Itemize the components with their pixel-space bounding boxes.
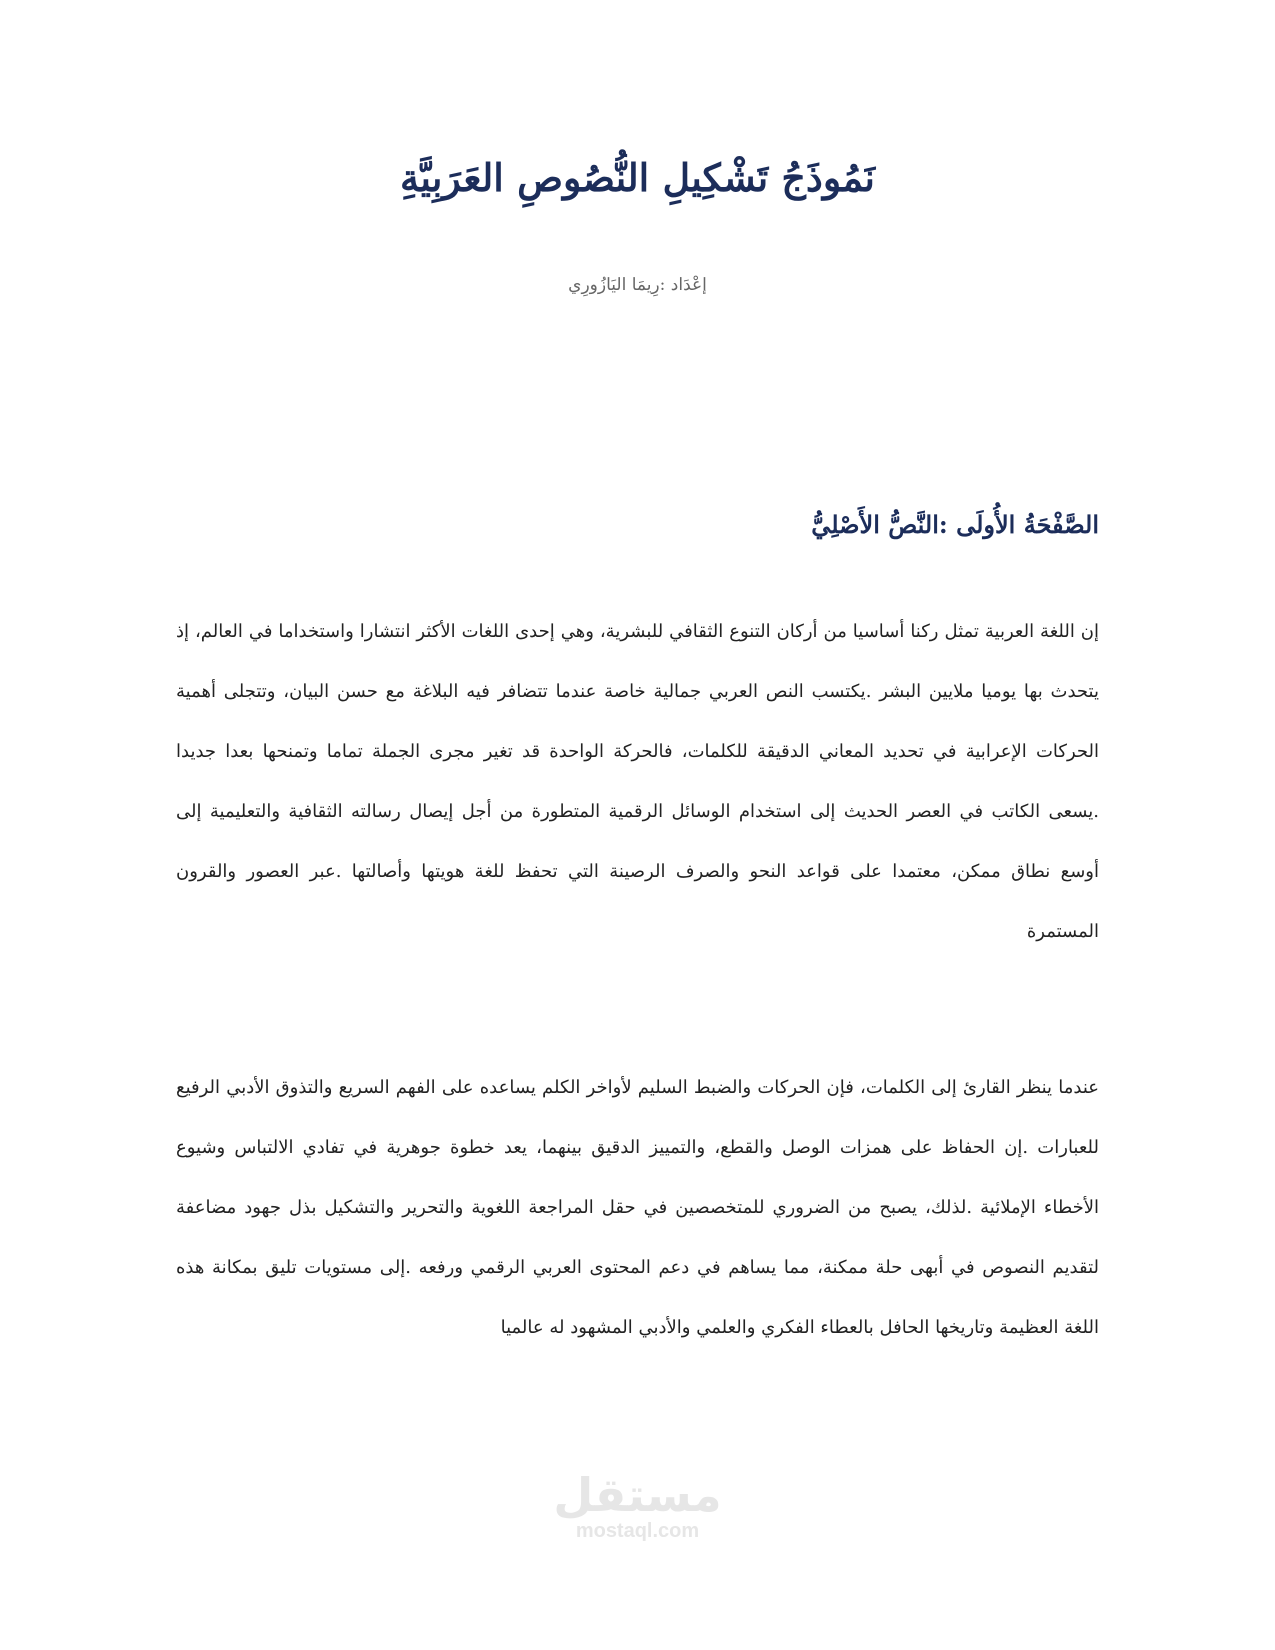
paragraph-2: عندما ينظر القارئ إلى الكلمات، فإن الحركات والضبط السليم لأواخر الكلم يساعده على الفهم السريع والتذوق الأدبي الرفيع للعبارات .إن الحفاظ على همزات الوصل والقطع، والتمييز الدقيق بينهما، يعد خطوة جوهرية في تفادي الالتباس وشيوع الأخطاء الإملائية .لذلك، يصبح من الضروري للمتخصصين في حقل المراجعة اللغوية والتحرير والتشكيل بذل جهود مضاعفة لتقديم النصوص في أبهى حلة ممكنة، مما يساهم في دعم المحتوى العربي الرقمي ورفعه .إلى مستويات تليق بمكانة هذه اللغة العظيمة وتاريخها الحافل بالعطاء الفكري والعلمي والأدبي المشهود له عالميا xyxy=(176,1077,1099,1338)
author-line: إعْدَاد :رِيمَا اليَازُورِي xyxy=(568,275,707,295)
document-title: نَمُوذَجُ تَشْكِيلِ النُّصُوصِ العَرَبِيَّةِ xyxy=(400,155,875,200)
section-heading: الصَّفْحَةُ الأُولَى :النَّصُّ الأَصْلِيُّ xyxy=(811,510,1099,539)
watermark-logo: مستقل xyxy=(553,1468,722,1522)
paragraph-1: إن اللغة العربية تمثل ركنا أساسيا من أركان التنوع الثقافي للبشرية، وهي إحدى اللغات الأكثر انتشارا واستخداما في العالم، إذ يتحدث بها يوميا ملايين البشر .يكتسب النص العربي جمالية خاصة عندما تتضافر فيه البلاغة مع حسن البيان، وتتجلى أهمية الحركات الإعرابية في تحديد المعاني الدقيقة للكلمات، فالحركة الواحدة قد تغير مجرى الجملة تماما وتمنحها بعدا جديدا .يسعى الكاتب في العصر الحديث إلى استخدام الوسائل الرقمية المتطورة من أجل إيصال رسالته الثقافية والتعليمية إلى أوسع نطاق ممكن، معتمدا على قواعد النحو والصرف الرصينة التي تحفظ للغة هويتها وأصالتها .عبر العصور والقرون المستمرة xyxy=(176,621,1099,942)
watermark-url: mostaql.com xyxy=(575,1520,700,1542)
mostaql-watermark xyxy=(0,1470,1275,1542)
